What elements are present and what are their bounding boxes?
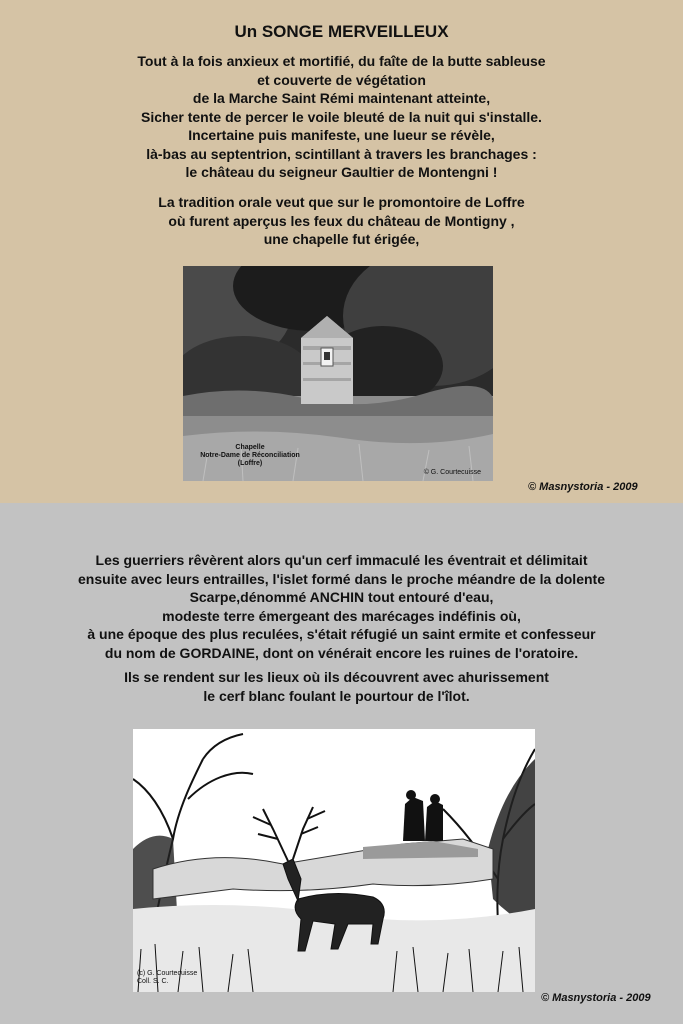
intro-paragraph [0,52,683,182]
text-line: Scarpe,dénommé ANCHIN tout entouré d'eau, [189,589,494,605]
tradition-paragraph [0,193,683,249]
drawing-credit: (c) G. Courtecuisse Coll. S. C. [137,970,198,985]
page-title: Un SONGE MERVEILLEUX [234,22,449,41]
text-line: une chapelle fut érigée, [263,231,420,247]
discovery-paragraph [0,668,678,705]
stag-drawing [133,729,535,992]
copyright-bottom: © Masnystoria - 2009 [541,992,651,1004]
warriors-paragraph [0,551,683,662]
text-line: Les guerriers rêvèrent alors qu'un cerf immaculé les éventrait et délimitait [95,552,588,568]
text-line: Incertaine puis manifeste, une lueur se révèle, [188,127,495,143]
text-line: La tradition orale veut que sur le promontoire de Loffre [158,194,525,210]
photo-caption: Chapelle Notre-Dame de Réconciliation (Loffre) [200,444,300,467]
stag-drawing-image [133,729,535,992]
text-line: le château du seigneur Gaultier de Montengni ! [185,164,498,180]
text-line: modeste terre émergeant des marécages indéfinis où, [162,607,521,624]
copyright-top: © Masnystoria - 2009 [528,481,638,493]
chapel-photo [183,266,493,481]
text-line: Sicher tente de percer le voile bleuté de la nuit qui s'installe. [141,108,542,125]
bottom-panel [0,503,683,1024]
text-line: où furent aperçus les feux du château de Montigny , [168,212,515,229]
photo-credit: © G. Courtecuisse [423,469,481,476]
text-line: à une époque des plus reculées, s'était réfugié un saint ermite et confesseur [87,626,596,642]
top-panel [0,0,683,503]
text-line: Ils se rendent sur les lieux où ils découvrent avec ahurissement [124,669,549,685]
text-line: du nom de GORDAINE, dont on vénérait encore les ruines de l'oratoire. [104,644,579,661]
text-line: et couverte de végétation [257,71,426,88]
text-line: ensuite avec leurs entrailles, l'islet formé dans le proche méandre de la dolente [78,570,605,587]
text-line: Tout à la fois anxieux et mortifié, du faîte de la butte sableuse [137,53,546,69]
text-line: le cerf blanc foulant le pourtour de l'îlot. [203,687,470,704]
text-line: là-bas au septentrion, scintillant à travers les branchages : [146,145,537,162]
text-line: de la Marche Saint Rémi maintenant atteinte, [192,90,491,106]
